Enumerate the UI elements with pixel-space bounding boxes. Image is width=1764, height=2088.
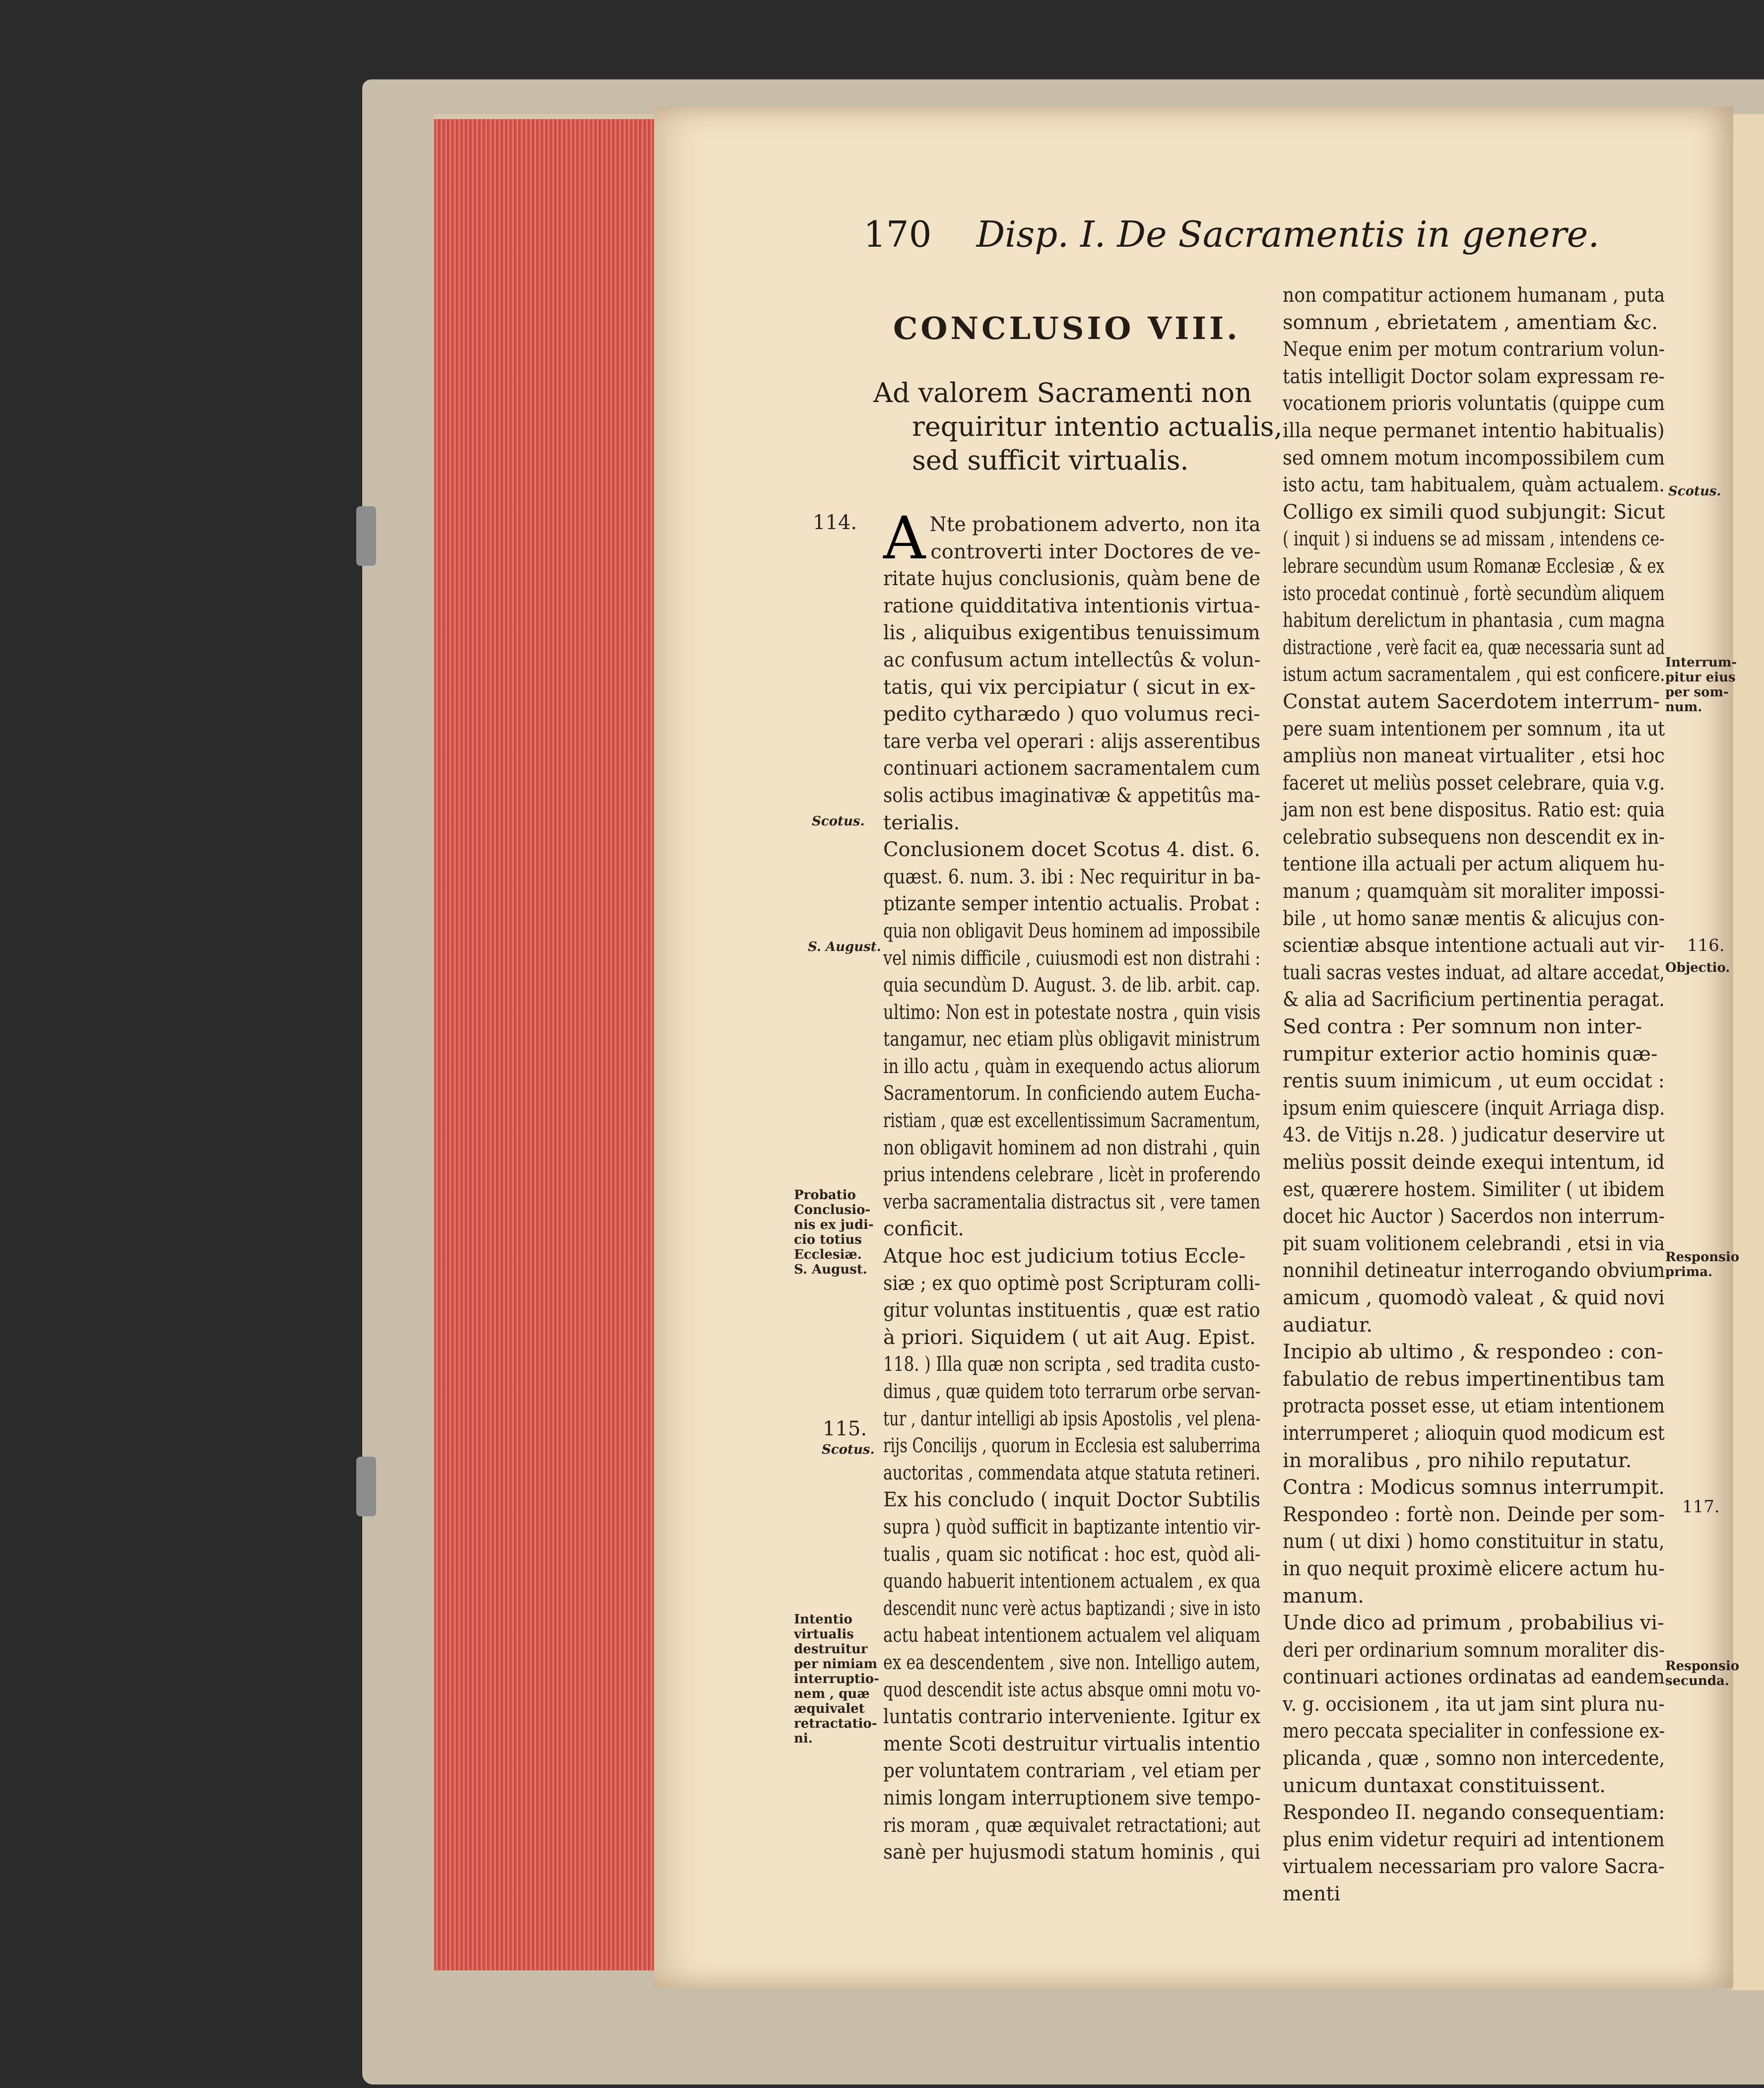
left-column bbox=[883, 504, 1261, 1866]
text-line: ( inquit ) si induens se ad missam , intendens ce- bbox=[1283, 528, 1665, 551]
text-line: ptizante semper intentio actualis. Probat : bbox=[883, 892, 1260, 916]
margin-note-line: Responsio bbox=[1665, 1250, 1740, 1265]
text-line: continuari actiones ordinatas ad eandem bbox=[1283, 1666, 1665, 1689]
text-line: Respondeo : fortè non. Deinde per som- bbox=[1283, 1503, 1665, 1526]
margin-number-114: 114. bbox=[813, 511, 857, 534]
text-line: luntatis contrario interveniente. Igitur ex bbox=[883, 1705, 1261, 1729]
text-line: pere suam intentionem per somnum , ita ut bbox=[1283, 717, 1665, 741]
text-line: tur , dantur intelligi ab ipsis Apostolis , vel plena- bbox=[883, 1407, 1261, 1430]
text-line: pit suam volitionem celebrandi , etsi in via bbox=[1283, 1232, 1665, 1255]
text-line: mente Scoti destruitur virtualis intentio bbox=[883, 1732, 1260, 1755]
text-line: ratione quidditativa intentionis virtua- bbox=[883, 594, 1260, 617]
margin-note-line: nem , quæ bbox=[794, 1686, 870, 1701]
text-line: somnum , ebrietatem , amentiam &c. bbox=[1283, 311, 1658, 334]
running-header bbox=[863, 213, 1599, 255]
text-line: & alia ad Sacrificium pertinentia peragat. bbox=[1283, 988, 1665, 1011]
text-line: ac confusum actum intellectûs & volun- bbox=[883, 648, 1261, 672]
text-line: vocationem prioris voluntatis (quippe cum bbox=[1283, 392, 1665, 415]
conclusion-subtitle-line-1: Ad valorem Sacramenti non bbox=[873, 377, 1252, 408]
text-line: unicum duntaxat constituissent. bbox=[1283, 1774, 1606, 1797]
text-line: tualis , quam sic notificat : hoc est, quòd ali- bbox=[883, 1543, 1261, 1566]
text-line: ris moram , quæ æquivalet retractationi; aut bbox=[883, 1814, 1260, 1837]
text-line: Conclusionem docet Scotus 4. dist. 6. bbox=[883, 838, 1260, 862]
margin-note-probatio bbox=[794, 1188, 874, 1277]
text-line: scientiæ absque intentione actuali aut vir- bbox=[1283, 934, 1665, 957]
margin-note-line: Conclusio- bbox=[794, 1203, 871, 1217]
margin-note-responsio-prima bbox=[1665, 1250, 1739, 1280]
text-line: Contra : Modicus somnus interrumpit. bbox=[1283, 1476, 1665, 1499]
clasp-lower bbox=[356, 1457, 376, 1516]
text-line: interrumperet ; alioquin quod modicum est bbox=[1283, 1421, 1665, 1445]
right-column-lines bbox=[1283, 282, 1665, 1908]
margin-note-line: virtualis bbox=[794, 1627, 854, 1642]
text-line: distractione , verè facit ea, quæ necessaria sunt ad bbox=[1283, 636, 1665, 659]
margin-note-august: S. August. bbox=[808, 940, 881, 954]
text-line: fabulatio de rebus impertinentibus tam bbox=[1283, 1367, 1665, 1391]
text-line: Incipio ab ultimo , & respondeo : con- bbox=[1283, 1341, 1663, 1364]
margin-note-scotus: Scotus. bbox=[812, 814, 865, 829]
text-line: tuali sacras vestes induat, ad altare accedat, bbox=[1283, 961, 1665, 984]
text-line: gitur voluntas instituentis , quæ est ratio bbox=[883, 1299, 1260, 1322]
text-line: continuari actionem sacramentalem cum bbox=[883, 757, 1260, 780]
text-line: Colligo ex simili quod subjungit: Sicut bbox=[1283, 500, 1665, 524]
text-line: auctoritas , commendata atque statuta retineri. bbox=[883, 1461, 1260, 1484]
text-line: siæ ; ex quo optimè post Scripturam colli- bbox=[883, 1272, 1260, 1295]
margin-number-116: 116. bbox=[1687, 936, 1725, 955]
text-line: bile , ut homo sanæ mentis & alicujus con- bbox=[1283, 907, 1665, 930]
margin-note-responsio-secunda bbox=[1665, 1659, 1739, 1688]
text-line: quia secundùm D. August. 3. de lib. arbit. cap. bbox=[883, 974, 1260, 997]
margin-note-line: Interrum- bbox=[1665, 655, 1737, 670]
left-column-lines bbox=[883, 504, 1261, 1866]
text-line: quia non obligavit Deus hominem ad impossibile bbox=[883, 919, 1260, 943]
text-line: prius intendens celebrare , licèt in proferendo bbox=[883, 1163, 1261, 1187]
text-line: sanè per hujusmodi statum hominis , qui bbox=[883, 1841, 1260, 1864]
text-line: non compatitur actionem humanam , puta bbox=[1283, 284, 1665, 307]
margin-note-line: Probatio bbox=[794, 1188, 856, 1203]
text-line: Respondeo II. negando consequentiam: bbox=[1283, 1801, 1665, 1824]
text-line: istum actum sacramentalem , qui est conficere. bbox=[1283, 663, 1665, 686]
text-line: quando habuerit intentionem actualem , ex qua bbox=[883, 1570, 1261, 1593]
drop-cap: A bbox=[883, 504, 926, 572]
text-line: terialis. bbox=[883, 811, 960, 834]
text-line: protracta posset esse, ut etiam intentionem bbox=[1283, 1395, 1665, 1418]
text-line: meliùs possit deinde exequi intentum, id bbox=[1283, 1151, 1665, 1174]
margin-note-scotus-2: Scotus. bbox=[822, 1442, 875, 1457]
text-line: Unde dico ad primum , probabilius vi- bbox=[1283, 1612, 1664, 1635]
text-line: dimus , quæ quidem toto terrarum orbe servan- bbox=[883, 1380, 1261, 1403]
text-line: non obligavit hominem ad non distrahi , quin bbox=[883, 1136, 1260, 1159]
margin-note-line: ni. bbox=[794, 1731, 813, 1746]
text-line: virtualem necessariam pro valore Sacra- bbox=[1283, 1855, 1665, 1879]
text-line: conficit. bbox=[883, 1217, 964, 1241]
text-line: ex ea descendentem , sive non. Intelligo autem, bbox=[883, 1651, 1261, 1674]
text-line: vel nimis difficile , cuiusmodi est non distrahi : bbox=[883, 946, 1261, 970]
text-line: lebrare secundùm usum Romanæ Ecclesiæ , & ex bbox=[1283, 554, 1665, 578]
text-line: lis , aliquibus exigentibus tenuissimum bbox=[883, 621, 1260, 645]
text-line: est, quærere hostem. Similiter ( ut ibidem bbox=[1283, 1178, 1665, 1201]
text-line: per voluntatem contrariam , vel etiam per bbox=[883, 1759, 1260, 1783]
text-line: rijs Concilijs , quorum in Ecclesia est saluberrima bbox=[883, 1434, 1261, 1458]
text-line: Constat autem Sacerdotem interrum- bbox=[1283, 690, 1660, 713]
text-line: Nte probationem adverto, non ita bbox=[929, 513, 1261, 536]
text-line: nimis longam interruptionem sive tempo- bbox=[883, 1786, 1261, 1810]
margin-note-line: prima. bbox=[1665, 1265, 1713, 1280]
text-line: tentione illa actuali per actum aliquem hu- bbox=[1283, 853, 1665, 876]
text-line: plicanda , quæ , somno non intercedente, bbox=[1283, 1747, 1665, 1770]
text-line: tare verba vel operari : alijs asserentibus bbox=[883, 730, 1260, 753]
text-line: 43. de Vitijs n.28. ) judicatur deservire ut bbox=[1283, 1124, 1665, 1147]
page-number: 170 bbox=[863, 213, 932, 255]
conclusion-subtitle-line-3: sed sufficit virtualis. bbox=[912, 445, 1189, 476]
margin-note-line: destruitur bbox=[794, 1642, 868, 1657]
red-page-edges bbox=[434, 119, 655, 1970]
text-line: supra ) quòd sufficit in baptizante intentio vir- bbox=[883, 1515, 1261, 1539]
margin-note-scotus-right: Scotus. bbox=[1668, 484, 1721, 499]
text-line: in illo actu , quàm in exequendo actus aliorum bbox=[883, 1055, 1260, 1078]
facing-page-edge bbox=[1732, 114, 1764, 1990]
margin-note-interrumpitur bbox=[1665, 655, 1737, 715]
text-line: à priori. Siquidem ( ut ait Aug. Epist. bbox=[883, 1326, 1256, 1349]
text-line: controverti inter Doctores de ve- bbox=[930, 540, 1261, 563]
text-line: 118. ) Illa quæ non scripta , sed tradita custo- bbox=[883, 1353, 1260, 1376]
margin-note-line: cio totius bbox=[794, 1232, 862, 1247]
text-line: nonnihil detineatur interrogando obvium bbox=[1283, 1259, 1665, 1282]
margin-note-objectio: Objectio. bbox=[1665, 960, 1730, 975]
text-line: faceret ut meliùs posset celebrare, quia v.g. bbox=[1283, 771, 1665, 795]
margin-number-115: 115. bbox=[823, 1417, 867, 1440]
text-line: habitum derelictum in phantasia , cum magna bbox=[1283, 609, 1665, 632]
text-line: menti bbox=[1283, 1883, 1341, 1906]
clasp-upper bbox=[356, 506, 376, 566]
running-title: Disp. I. De Sacramentis in genere. bbox=[976, 213, 1600, 255]
text-line: manum ; quamquàm sit moraliter impossi- bbox=[1283, 880, 1665, 903]
text-line: ultimo: Non est in potestate nostra , quin visis bbox=[883, 1001, 1261, 1024]
text-line: quod descendit iste actus absque omni motu vo- bbox=[883, 1678, 1261, 1701]
text-line: isto procedat continuè , fortè secundùm aliquem bbox=[1283, 582, 1665, 605]
margin-note-line: Ecclesiæ. bbox=[794, 1247, 862, 1262]
text-line: jam non est bene dispositus. Ratio est: quia bbox=[1283, 799, 1665, 822]
margin-number-117: 117. bbox=[1682, 1497, 1720, 1517]
text-line: tangamur, nec etiam plùs obligavit ministrum bbox=[883, 1028, 1260, 1051]
text-line: in moralibus , pro nihilo reputatur. bbox=[1283, 1449, 1632, 1472]
text-line: quæst. 6. num. 3. ibi : Nec requiritur in ba- bbox=[883, 865, 1261, 888]
text-line: illa neque permanet intentio habitualis) bbox=[1283, 419, 1665, 442]
text-line: tatis, qui vix percipiatur ( sicut in ex- bbox=[883, 675, 1256, 699]
text-line: amicum , quomodò valeat , & quid novi bbox=[1283, 1286, 1665, 1309]
text-line: tatis intelligit Doctor solam expressam re- bbox=[1283, 365, 1665, 388]
margin-note-line: Intentio bbox=[794, 1612, 852, 1627]
text-line: v. g. occisionem , ita ut jam sint plura nu- bbox=[1283, 1692, 1665, 1716]
margin-note-line: nis ex judi- bbox=[794, 1217, 874, 1232]
text-line: ampliùs non maneat virtualiter , etsi hoc bbox=[1283, 744, 1665, 768]
margin-note-line: Responsio bbox=[1665, 1659, 1740, 1674]
text-line: actu habeat intentionem actualem vel aliquam bbox=[883, 1624, 1260, 1647]
text-line: solis actibus imaginativæ & appetitûs ma- bbox=[883, 784, 1260, 807]
text-line: descendit nunc verè actus baptizandi ; sive in isto bbox=[883, 1597, 1261, 1620]
text-line: docet hic Auctor ) Sacerdos non interrum- bbox=[1283, 1205, 1665, 1228]
text-line: ritate hujus conclusionis, quàm bene de bbox=[883, 567, 1260, 591]
text-line: Sacramentorum. In conficiendo autem Eucha- bbox=[883, 1082, 1261, 1105]
margin-note-line: secunda. bbox=[1665, 1674, 1729, 1688]
text-line: ristiam , quæ est excellentissimum Sacramentum, bbox=[883, 1109, 1260, 1133]
text-line: verba sacramentalia distractus sit , vere tamen bbox=[883, 1190, 1260, 1213]
conclusion-subtitle-line-2: requiritur intentio actualis, bbox=[912, 411, 1283, 442]
text-line: num ( ut dixi ) homo constituitur in statu, bbox=[1283, 1530, 1665, 1553]
text-line: Sed contra : Per somnum non inter- bbox=[1283, 1015, 1642, 1039]
margin-note-line: pitur eius bbox=[1665, 670, 1736, 685]
text-line: Neque enim per motum contrarium volun- bbox=[1283, 338, 1665, 361]
conclusion-title: CONCLUSIO VIII. bbox=[893, 310, 1241, 346]
text-line: rentis suum inimicum , ut eum occidat : bbox=[1283, 1070, 1665, 1093]
margin-note-line: per nimiam bbox=[794, 1657, 877, 1672]
text-line: deri per ordinarium somnum moraliter dis- bbox=[1283, 1638, 1665, 1662]
text-line: manum. bbox=[1283, 1584, 1364, 1608]
text-line: celebratio subsequens non descendit ex in- bbox=[1283, 825, 1665, 849]
margin-note-line: num. bbox=[1665, 700, 1702, 715]
margin-note-line: per som- bbox=[1665, 685, 1729, 700]
text-line: audiatur. bbox=[1283, 1313, 1373, 1337]
text-line: ipsum enim quiescere (inquit Arriaga disp. bbox=[1283, 1096, 1665, 1120]
margin-note-line: retractatio- bbox=[794, 1716, 877, 1731]
margin-note-line: æquivalet bbox=[794, 1701, 865, 1716]
text-line: rumpitur exterior actio hominis quæ- bbox=[1283, 1042, 1658, 1066]
text-line: in quo nequit proximè elicere actum hu- bbox=[1283, 1557, 1665, 1580]
right-column bbox=[1283, 282, 1665, 1908]
text-line: Atque hoc est judicium totius Eccle- bbox=[883, 1245, 1246, 1268]
margin-note-line: interruptio- bbox=[794, 1672, 879, 1686]
margin-note-line: S. August. bbox=[794, 1262, 867, 1277]
text-line: mero peccata specialiter in confessione ex- bbox=[1283, 1720, 1665, 1743]
text-line: plus enim videtur requiri ad intentionem bbox=[1283, 1828, 1665, 1851]
text-line: pedito cytharædo ) quo volumus reci- bbox=[883, 703, 1260, 726]
margin-note-intentio bbox=[794, 1612, 879, 1746]
text-line: Ex his concludo ( inquit Doctor Subtilis bbox=[883, 1488, 1260, 1512]
text-line: sed omnem motum incompossibilem cum bbox=[1283, 446, 1665, 470]
text-line: isto actu, tam habitualem, quàm actualem. bbox=[1283, 473, 1665, 497]
